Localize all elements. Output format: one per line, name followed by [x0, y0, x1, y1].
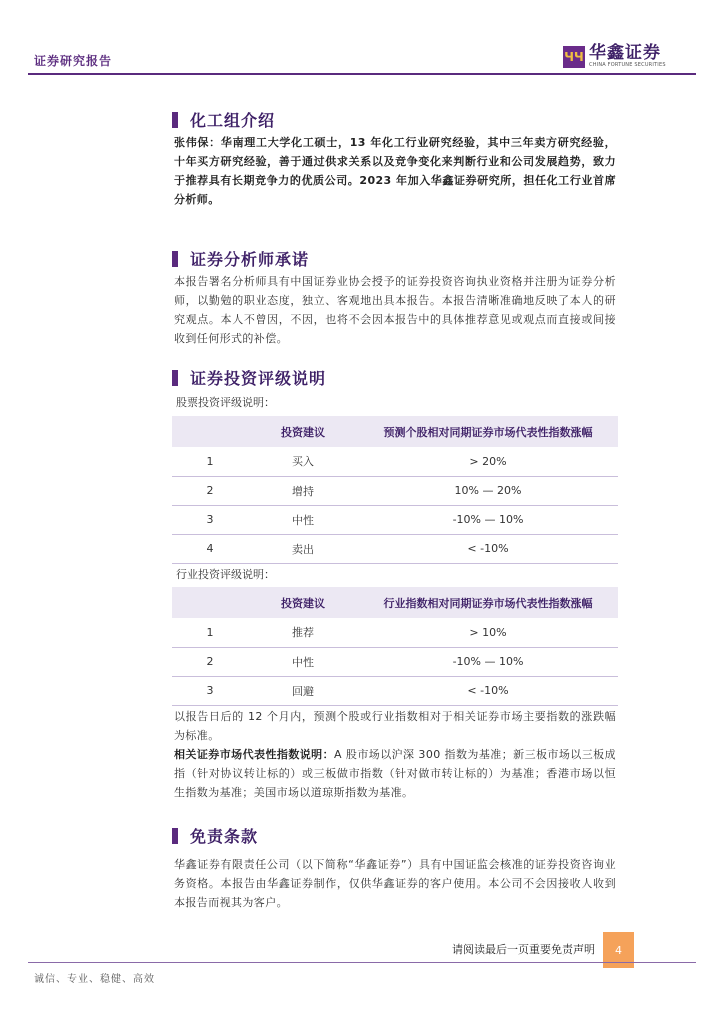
table-cell: 1 [206, 454, 214, 468]
table-header-cell: 行业指数相对同期证券市场代表性指数涨幅 [383, 596, 593, 610]
industry-rating-table [172, 587, 618, 706]
table-header-cell [172, 587, 248, 618]
table-cell: 买入 [292, 455, 314, 469]
benchmark-text: A 股市场以沪深 300 指数为基准；新三板市场以三板成指（针对协议转让标的）或三板做市指数（针对做市转让标的）为基准；香港市场以恒生指数为基准；美国市场以道琼斯指数为基准。 [174, 748, 616, 799]
table-cell: 回避 [292, 684, 314, 698]
table-cell: -10% — 10% [452, 513, 524, 526]
section-commitment-title: 证券分析师承诺 [190, 250, 310, 269]
table-cell: 4 [206, 542, 214, 555]
table-cell: 1 [206, 625, 214, 639]
table-row [172, 447, 618, 476]
table-cell: < -10% [467, 542, 509, 555]
section-disclaimer-heading [172, 824, 258, 847]
table-cell: > 10% [469, 625, 507, 639]
table-cell: < -10% [467, 684, 509, 697]
table-row [172, 505, 618, 534]
footer-divider [28, 962, 696, 963]
table-header-cell [172, 416, 248, 447]
logo-mark-icon: ЧЧ [563, 46, 585, 68]
table-row [172, 476, 618, 505]
page-number: 4 [603, 932, 634, 968]
table-cell: 3 [206, 684, 214, 697]
section-commitment-heading [172, 247, 309, 270]
section-bar-icon [172, 112, 178, 128]
table-row [172, 618, 618, 647]
stock-rating-label: 股票投资评级说明： [176, 396, 275, 409]
section-bar-icon [172, 828, 178, 844]
table-row [172, 534, 618, 563]
table-cell: 增持 [292, 484, 314, 498]
company-logo [563, 44, 666, 69]
table-header-row [172, 587, 618, 618]
table-header-row [172, 416, 618, 447]
rating-period-note: 以报告日后的 12 个月内，预测个股或行业指数相对于相关证券市场主要指数的涨跌幅为标准。 [174, 710, 616, 742]
industry-rating-label: 行业投资评级说明： [176, 568, 275, 581]
section-rating-heading [172, 366, 326, 389]
section-bar-icon [172, 370, 178, 386]
table-cell: 中性 [292, 655, 314, 669]
section-bar-icon [172, 251, 178, 267]
table-header-cell: 投资建议 [281, 596, 325, 610]
benchmark-note [174, 745, 616, 802]
table-cell: 卖出 [292, 542, 314, 556]
disclaimer-text: 华鑫证券有限责任公司（以下简称“华鑫证券”）具有中国证监会核准的证券投资咨询业务资格。本报告由华鑫证券制作，仅供华鑫证券的客户使用。本公司不会因接收人收到本报告而视其为客户。 [174, 858, 616, 909]
table-row [172, 676, 618, 705]
logo-chinese-name: 华鑫证券 [589, 43, 661, 63]
table-row [172, 647, 618, 676]
section-rating-title: 证券投资评级说明 [190, 369, 327, 388]
table-cell: > 20% [469, 454, 507, 468]
table-cell: 10% — 20% [454, 484, 522, 497]
table-cell: 推荐 [292, 626, 314, 640]
logo-english-name: CHINA FORTUNE SECURITIES [589, 62, 666, 68]
table-header-cell: 投资建议 [281, 425, 325, 439]
benchmark-label: 相关证券市场代表性指数说明： [174, 748, 335, 761]
table-cell: 中性 [292, 513, 314, 527]
report-type-label: 证券研究报告 [34, 54, 113, 68]
commitment-text: 本报告署名分析师具有中国证券业协会授予的证券投资咨询执业资格并注册为证券分析师，以勤勉的职业态度，独立、客观地出具本报告。本报告清晰准确地反映了本人的研究观点。本人不曾因，不因，也将不会因本报告中的具体推荐意见或观点而直接或间接收到任何形式的补偿。 [174, 275, 616, 345]
footer-motto: 诚信、专业、稳健、高效 [34, 974, 155, 985]
analyst-bio: 张伟保：华南理工大学化工硕士，13 年化工行业研究经验，其中三年卖方研究经验，十年买方研究经验，善于通过供求关系以及竞争变化来判断行业和公司发展趋势，致力于推荐具有长期竞争力的优质公司。2023 年加入华鑫证券研究所，担任化工行业首席分析师。 [174, 136, 616, 206]
table-cell: -10% — 10% [452, 655, 524, 668]
footer-disclaimer-note: 请阅读最后一页重要免责声明 [452, 943, 595, 956]
table-header-cell: 预测个股相对同期证券市场代表性指数涨幅 [383, 425, 593, 439]
section-team-title: 化工组介绍 [190, 111, 276, 130]
section-team-heading [172, 108, 275, 131]
stock-rating-table [172, 416, 618, 564]
table-cell: 2 [206, 484, 214, 497]
table-cell: 3 [206, 513, 214, 526]
header-divider [28, 73, 696, 75]
table-cell: 2 [206, 655, 214, 668]
section-disclaimer-title: 免责条款 [190, 827, 259, 846]
